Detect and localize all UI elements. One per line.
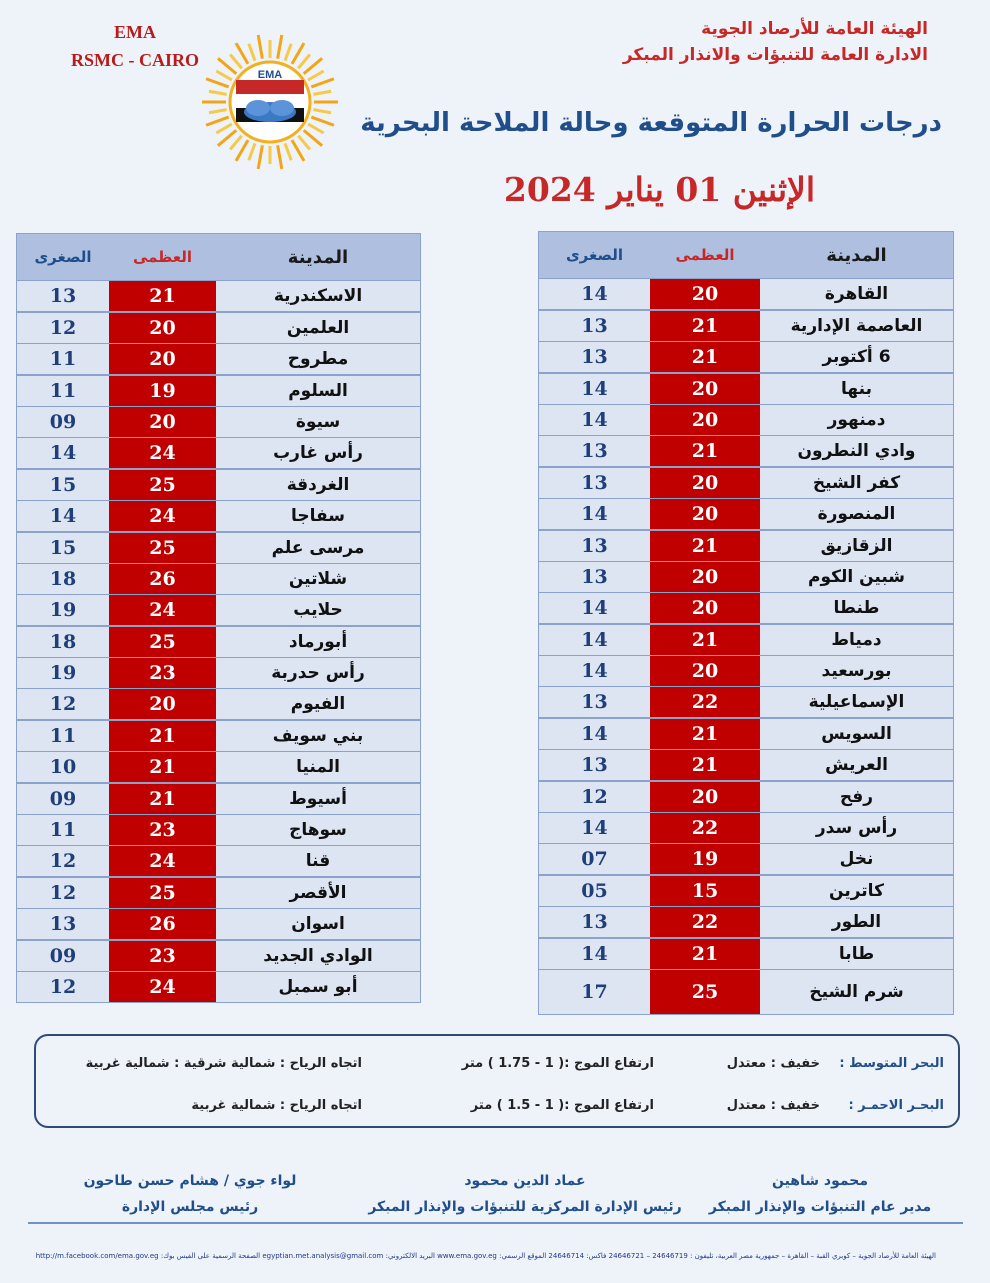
logo-acronym: EMA [257,69,283,81]
city-name-cell: مرسى علم [216,533,420,563]
city-name-cell: سيوة [216,407,420,437]
min-temp-cell: 11 [17,376,109,406]
city-name-cell: الفيوم [216,689,420,719]
city-name-cell: السلوم [216,376,420,406]
max-temp-cell: 19 [650,844,760,874]
table-row [539,593,953,623]
city-name-cell: رأس سدر [760,813,953,843]
min-temp-cell: 14 [539,656,650,686]
max-temp-cell: 21 [650,625,760,655]
min-temp-cell: 14 [539,625,650,655]
max-temp-cell: 20 [650,405,760,435]
min-temp-cell: 14 [17,438,109,468]
table-header [539,232,953,278]
org-acronym: EMA [114,22,156,42]
max-temp-cell: 20 [650,468,760,498]
min-temp-cell: 13 [539,750,650,780]
table-row [539,687,953,717]
table-row [17,909,420,939]
city-name-cell: السويس [760,719,953,749]
forecast-date: الإثنين 01 يناير 2024 [503,170,815,209]
max-temp-cell: 25 [109,470,216,500]
max-temp-cell: 24 [109,846,216,876]
table-row [17,376,420,406]
city-name-cell: سفاجا [216,501,420,531]
max-temp-cell: 25 [109,533,216,563]
header-min: الصغرى [565,246,624,264]
city-name-cell: طنطا [760,593,953,623]
mediterranean-label: البحر المتوسط : [839,1056,944,1071]
city-name-cell: دمياط [760,625,953,655]
signature-title: رئيس مجلس الإدارة [121,1199,259,1215]
header-max: العظمى [675,246,735,264]
header-min: الصغرى [34,248,92,266]
min-temp-cell: 13 [17,281,109,311]
city-name-cell: الأقصر [216,878,420,908]
city-name-cell: قنا [216,846,420,876]
red-sea-label: البحـر الاحمـر : [848,1098,944,1113]
footer-divider [28,1222,963,1224]
header-max: العظمى [132,248,193,266]
city-name-cell: رأس حدربة [216,658,420,688]
table-row [539,625,953,655]
table-row [539,719,953,749]
table-row [539,939,953,969]
max-temp-cell: 21 [650,939,760,969]
red-sea-wave: ارتفاع الموج :( 1 - 1.5 ) متر [470,1098,654,1113]
max-temp-cell: 20 [650,562,760,592]
table-row [17,972,420,1002]
table-row [17,878,420,908]
city-name-cell: الغردقة [216,470,420,500]
table-row [17,501,420,531]
table-row [17,941,420,971]
max-temp-cell: 21 [109,752,216,782]
min-temp-cell: 10 [17,752,109,782]
min-temp-cell: 07 [539,844,650,874]
max-temp-cell: 20 [109,313,216,343]
table-row [17,846,420,876]
signature-chairman [70,1168,310,1220]
city-name-cell: سوهاج [216,815,420,845]
table-body [17,281,420,1002]
city-name-cell: بورسعيد [760,656,953,686]
min-temp-cell: 13 [539,531,650,561]
city-name-cell: شرم الشيخ [760,970,953,1014]
min-temp-cell: 14 [539,279,650,309]
ema-logo-icon [200,30,340,170]
table-row [539,813,953,843]
min-temp-cell: 09 [17,941,109,971]
min-temp-cell: 19 [17,658,109,688]
min-temp-cell: 13 [539,562,650,592]
max-temp-cell: 22 [650,907,760,937]
table-row [539,531,953,561]
header-city: المدينة [826,244,887,266]
max-temp-cell: 25 [109,878,216,908]
min-temp-cell: 11 [17,721,109,751]
max-temp-cell: 24 [109,972,216,1002]
city-name-cell: طابا [760,939,953,969]
table-row [17,564,420,594]
min-temp-cell: 12 [17,972,109,1002]
table-row [539,374,953,404]
min-temp-cell: 13 [539,436,650,466]
min-temp-cell: 15 [17,470,109,500]
min-temp-cell: 14 [539,374,650,404]
min-temp-cell: 19 [17,595,109,625]
city-name-cell: بني سويف [216,721,420,751]
max-temp-cell: 23 [109,815,216,845]
table-body [539,279,953,1014]
signature-forecast-director [690,1168,950,1220]
max-temp-cell: 21 [650,436,760,466]
max-temp-cell: 23 [109,941,216,971]
min-temp-cell: 13 [539,687,650,717]
min-temp-cell: 17 [539,970,650,1014]
city-name-cell: أبورماد [216,627,420,657]
max-temp-cell: 23 [109,658,216,688]
max-temp-cell: 15 [650,876,760,906]
min-temp-cell: 14 [17,501,109,531]
min-temp-cell: 14 [539,719,650,749]
city-name-cell: كاترين [760,876,953,906]
max-temp-cell: 21 [109,784,216,814]
city-name-cell: شبين الكوم [760,562,953,592]
table-row [17,470,420,500]
city-name-cell: حلايب [216,595,420,625]
table-row [17,658,420,688]
signature-central-director [350,1168,700,1220]
min-temp-cell: 09 [17,407,109,437]
city-name-cell: 6 أكتوبر [760,342,953,372]
city-name-cell: نخل [760,844,953,874]
red-sea-wind: اتجاه الرياح : شمالية غربية [191,1098,362,1113]
city-name-cell: رفح [760,782,953,812]
table-row [539,499,953,529]
min-temp-cell: 05 [539,876,650,906]
min-temp-cell: 18 [17,627,109,657]
table-row [539,750,953,780]
city-name-cell: الاسكندرية [216,281,420,311]
city-name-cell: العلمين [216,313,420,343]
max-temp-cell: 20 [109,407,216,437]
max-temp-cell: 21 [109,721,216,751]
min-temp-cell: 13 [539,342,650,372]
mediterranean-wave: ارتفاع الموج :( 1 - 1.75 ) متر [461,1056,654,1071]
department-name-ar: الادارة العامة للتنبؤات والانذار المبكر [622,45,928,65]
max-temp-cell: 22 [650,687,760,717]
min-temp-cell: 14 [539,593,650,623]
temperature-table-left [16,233,421,1003]
table-row [17,752,420,782]
table-row [17,281,420,311]
table-row [539,468,953,498]
city-name-cell: كفر الشيخ [760,468,953,498]
table-row [539,279,953,309]
min-temp-cell: 09 [17,784,109,814]
max-temp-cell: 26 [109,909,216,939]
max-temp-cell: 24 [109,501,216,531]
min-temp-cell: 13 [539,468,650,498]
mediterranean-row [36,1050,958,1080]
org-rsmc: RSMC - CAIRO [71,50,199,70]
signature-title: رئيس الإدارة المركزية للتنبؤات والإنذار المبكر [368,1199,682,1215]
table-row [539,844,953,874]
max-temp-cell: 21 [650,719,760,749]
org-name-ar: الهيئة العامة للأرصاد الجوية [701,19,928,39]
city-name-cell: المنيا [216,752,420,782]
city-name-cell: الوادي الجديد [216,941,420,971]
city-name-cell: بنها [760,374,953,404]
max-temp-cell: 20 [650,782,760,812]
min-temp-cell: 12 [17,878,109,908]
max-temp-cell: 21 [650,342,760,372]
table-row [17,721,420,751]
signature-title: مدير عام التنبؤات والإنذار المبكر [708,1199,932,1215]
table-row [17,595,420,625]
header-city: المدينة [287,246,349,268]
max-temp-cell: 20 [650,374,760,404]
table-row [539,405,953,435]
max-temp-cell: 20 [650,499,760,529]
table-row [17,627,420,657]
temperature-table-right [538,231,954,1015]
city-name-cell: القاهرة [760,279,953,309]
city-name-cell: المنصورة [760,499,953,529]
max-temp-cell: 21 [650,750,760,780]
city-name-cell: شلاتين [216,564,420,594]
max-temp-cell: 26 [109,564,216,594]
city-name-cell: الطور [760,907,953,937]
marine-conditions-box [34,1034,960,1128]
footer-contact-info: الهيئة العامة للأرصاد الجوية – كوبري القبة – القاهرة – جمهورية مصر العربية، تليفون : 24646719 – 24646721 فاكس: 24646714 الموقع الرسمي: www.ema.gov.eg البريد الالكتروني: egyptian.met.analysis@gmail.com الصفحة الرسمية على الفيس بوك: http://m.facebook.com/ema.gov.eg [35,1252,936,1260]
table-row [539,782,953,812]
min-temp-cell: 14 [539,939,650,969]
city-name-cell: العاصمة الإدارية [760,311,953,341]
city-name-cell: اسوان [216,909,420,939]
max-temp-cell: 20 [109,689,216,719]
table-row [17,815,420,845]
org-arabic-header [623,16,928,68]
max-temp-cell: 19 [109,376,216,406]
table-row [17,533,420,563]
table-row [539,436,953,466]
table-row [539,656,953,686]
city-name-cell: الإسماعيلية [760,687,953,717]
table-row [539,311,953,341]
max-temp-cell: 21 [650,311,760,341]
max-temp-cell: 24 [109,595,216,625]
min-temp-cell: 18 [17,564,109,594]
max-temp-cell: 20 [650,279,760,309]
max-temp-cell: 22 [650,813,760,843]
city-name-cell: رأس غارب [216,438,420,468]
table-row [17,407,420,437]
city-name-cell: وادي النطرون [760,436,953,466]
max-temp-cell: 25 [650,970,760,1014]
table-row [17,438,420,468]
table-row [539,907,953,937]
min-temp-cell: 14 [539,499,650,529]
table-row [539,970,953,1014]
city-name-cell: مطروح [216,344,420,374]
min-temp-cell: 13 [539,907,650,937]
city-name-cell: الزقازيق [760,531,953,561]
page-title: درجات الحرارة المتوقعة وحالة الملاحة البحرية [360,108,942,138]
min-temp-cell: 13 [17,909,109,939]
city-name-cell: دمنهور [760,405,953,435]
min-temp-cell: 12 [17,846,109,876]
table-row [17,689,420,719]
table-row [17,784,420,814]
min-temp-cell: 14 [539,405,650,435]
max-temp-cell: 21 [109,281,216,311]
min-temp-cell: 11 [17,344,109,374]
max-temp-cell: 24 [109,438,216,468]
table-row [539,876,953,906]
city-name-cell: أسيوط [216,784,420,814]
min-temp-cell: 11 [17,815,109,845]
signature-name: محمود شاهين [771,1173,869,1189]
min-temp-cell: 14 [539,813,650,843]
min-temp-cell: 12 [539,782,650,812]
mediterranean-wind: اتجاه الرياح : شمالية شرقية : شمالية غربية [85,1056,362,1071]
min-temp-cell: 12 [17,689,109,719]
red-sea-row [36,1092,958,1122]
table-row [539,562,953,592]
max-temp-cell: 20 [650,593,760,623]
red-sea-state: خفيف : معتدل [726,1098,820,1113]
mediterranean-state: خفيف : معتدل [726,1056,820,1071]
city-name-cell: العريش [760,750,953,780]
max-temp-cell: 20 [650,656,760,686]
signature-name: عماد الدين محمود [464,1173,586,1189]
min-temp-cell: 15 [17,533,109,563]
signature-name: لواء جوي / هشام حسن طاحون [83,1173,297,1189]
table-row [539,342,953,372]
city-name-cell: أبو سمبل [216,972,420,1002]
max-temp-cell: 20 [109,344,216,374]
table-row [17,344,420,374]
min-temp-cell: 12 [17,313,109,343]
table-row [17,313,420,343]
max-temp-cell: 21 [650,531,760,561]
table-header [17,234,420,280]
max-temp-cell: 25 [109,627,216,657]
min-temp-cell: 13 [539,311,650,341]
